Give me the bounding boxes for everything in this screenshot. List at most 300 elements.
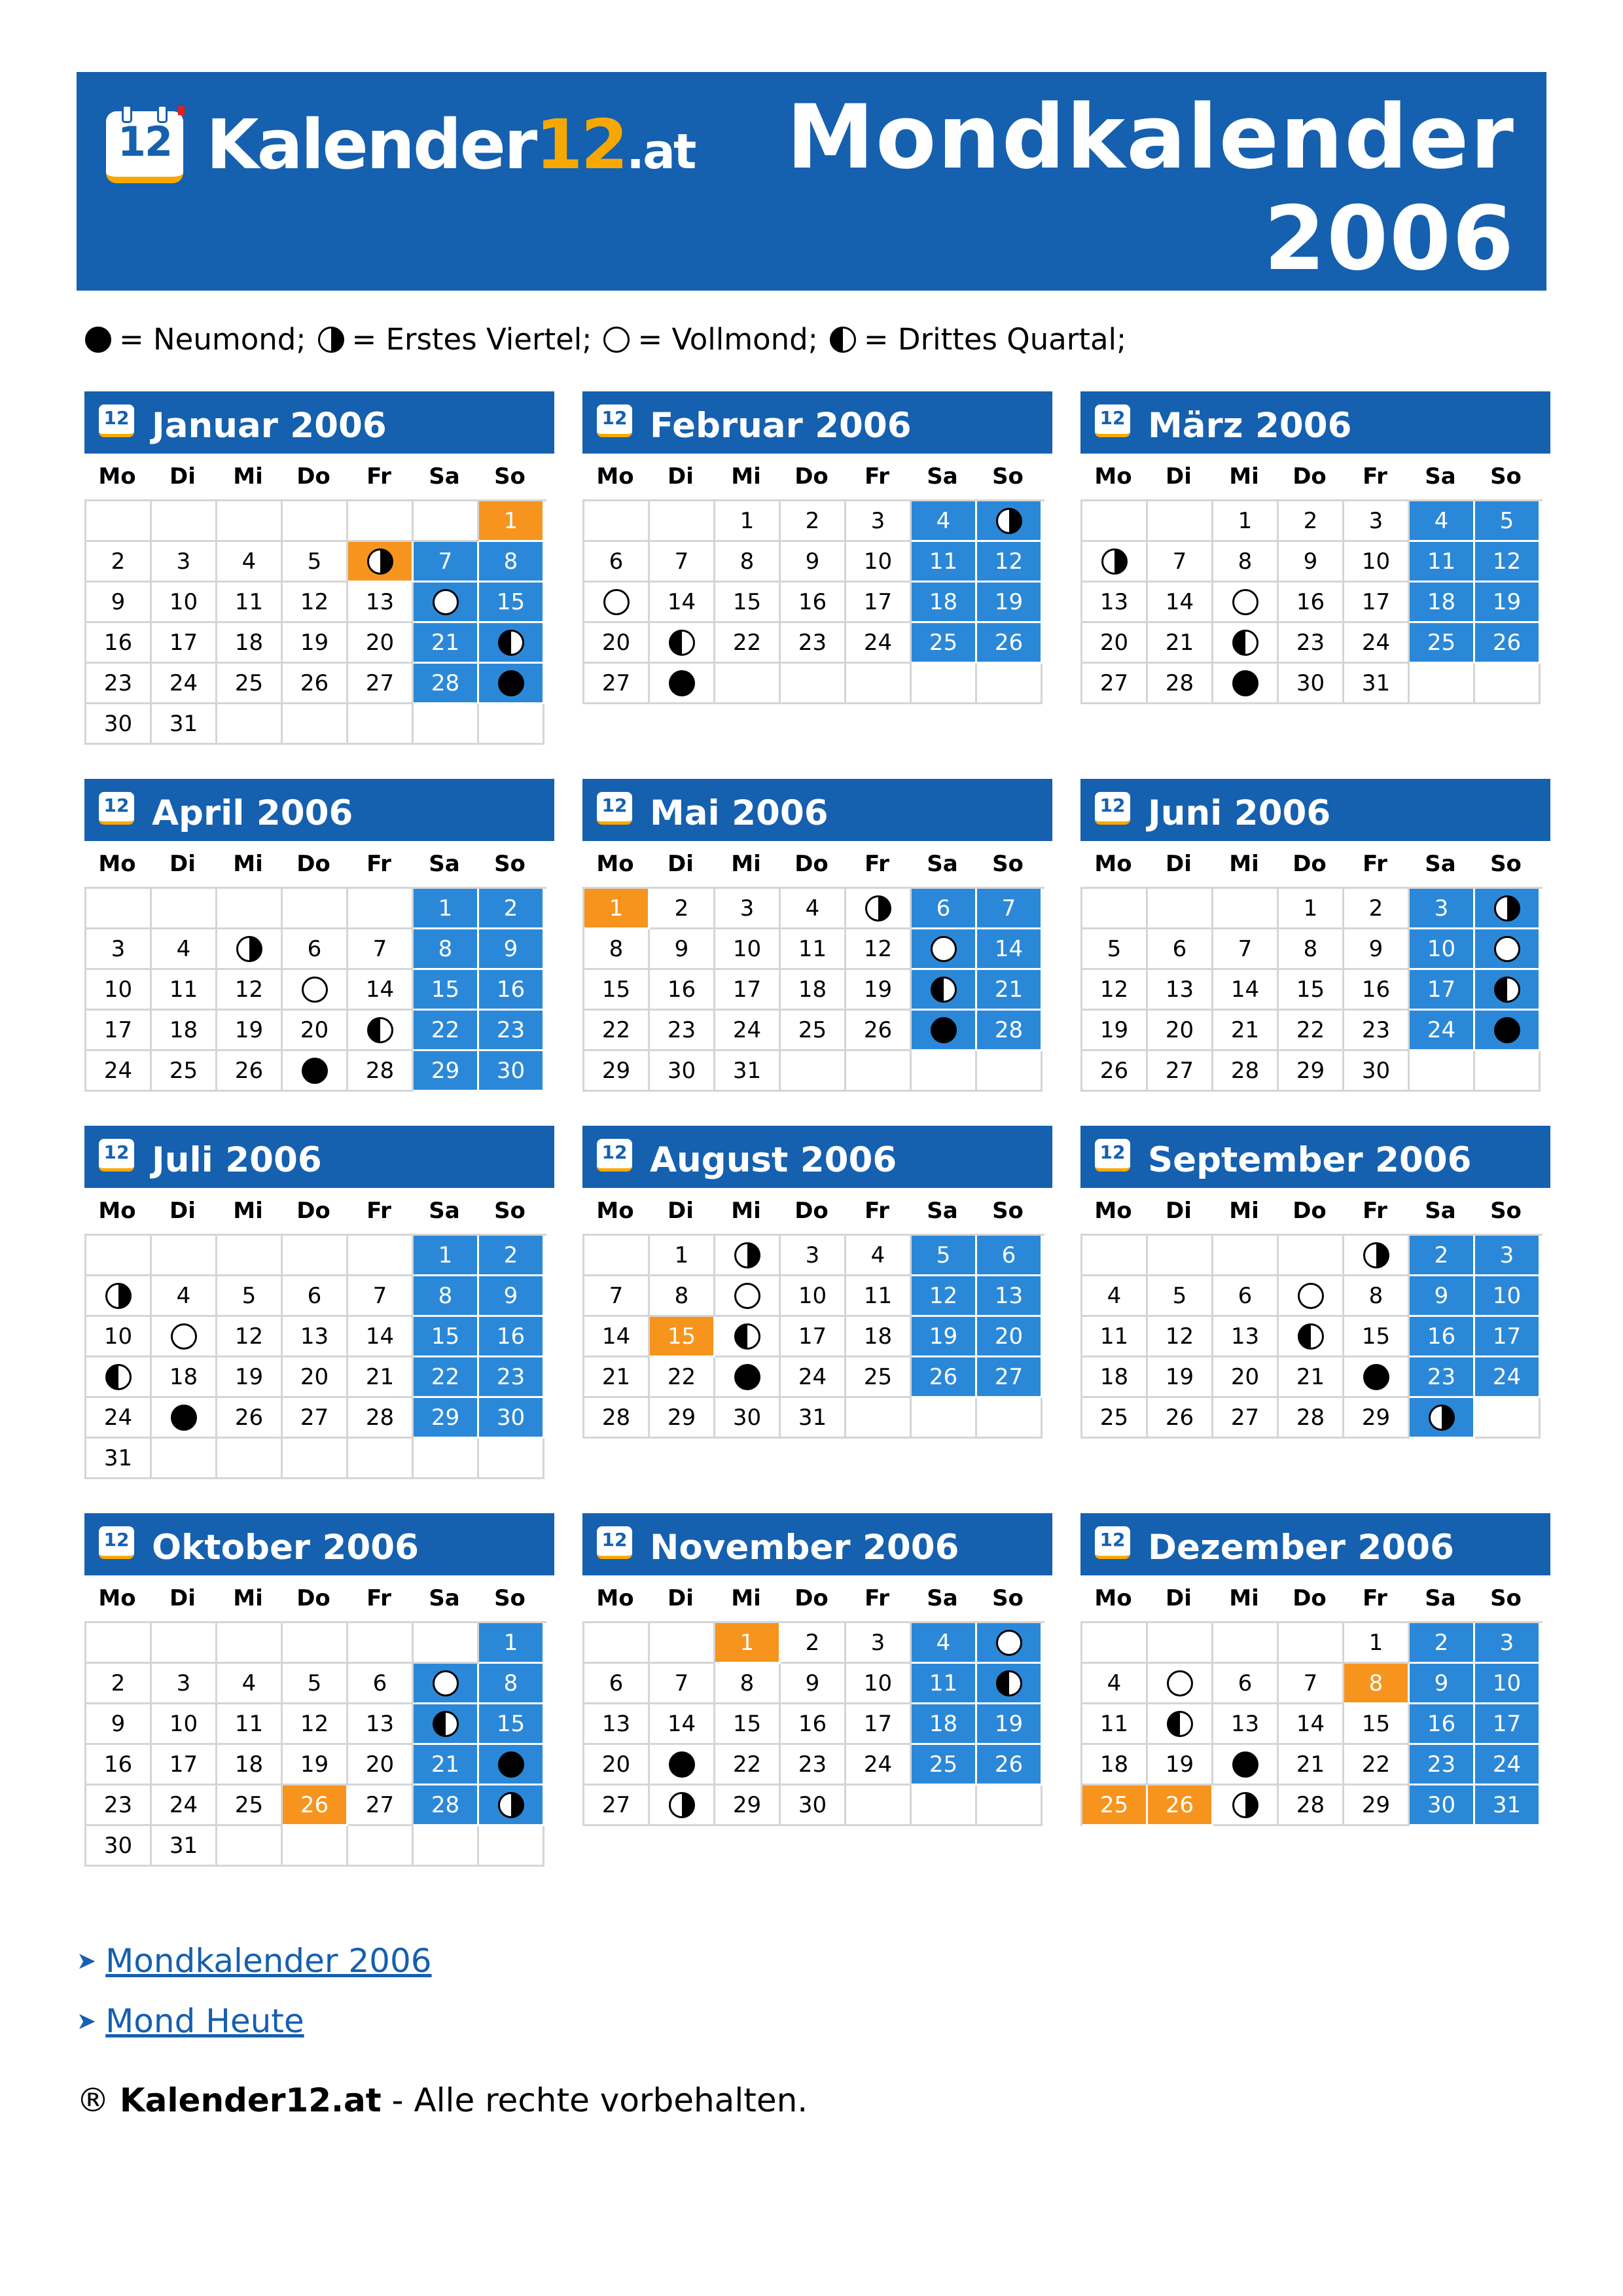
day-cell: 5 (912, 1236, 977, 1276)
day-cell: 14 (348, 1317, 414, 1357)
day-cell: 15 (479, 583, 544, 623)
weekday-label: So (1490, 851, 1522, 877)
calendar-icon: 12 (597, 1139, 632, 1172)
first-quarter-icon (734, 1242, 760, 1268)
day-cell: 9 (1410, 1664, 1475, 1704)
day-cell: 21 (414, 1745, 479, 1785)
empty-cell (1213, 1236, 1279, 1276)
logo-name-domain: .at (626, 124, 695, 180)
day-cell: 7 (977, 889, 1043, 929)
empty-cell (348, 1623, 414, 1664)
day-cell: 8 (414, 1276, 479, 1317)
logo-number: 12 (117, 118, 172, 166)
day-cell: 1 (1213, 501, 1279, 542)
weekday-label: Di (1166, 1585, 1192, 1611)
day-cell: 26 (1148, 1398, 1213, 1439)
day-cell: 31 (152, 1826, 217, 1867)
day-cell: 25 (152, 1051, 217, 1092)
day-cell: 25 (1082, 1398, 1148, 1439)
day-cell: 23 (479, 1357, 544, 1398)
third-quarter-icon (1298, 1323, 1324, 1350)
day-cell: 13 (1213, 1704, 1279, 1745)
day-cell: 23 (1410, 1357, 1475, 1398)
weekday-label: Mi (731, 851, 761, 877)
day-cell: 2 (1344, 889, 1410, 929)
weekday-label: Sa (429, 463, 460, 490)
weekday-label: Do (296, 1585, 330, 1611)
day-cell: 17 (1475, 1704, 1541, 1745)
link-item[interactable] (77, 1991, 432, 2051)
day-cell: 18 (152, 1011, 217, 1051)
calendar-icon: 12 (597, 792, 632, 825)
day-cell: 10 (781, 1276, 846, 1317)
day-cell: 28 (584, 1398, 650, 1439)
day-cell: 1 (414, 1236, 479, 1276)
new-moon-icon (1232, 670, 1258, 696)
day-cell: 28 (414, 664, 479, 704)
calendar-icon: 12 (1095, 1526, 1130, 1559)
weekday-header (582, 841, 1052, 887)
day-cell: 18 (912, 583, 977, 623)
empty-cell (348, 501, 414, 542)
day-cell: 30 (1279, 664, 1344, 704)
weekday-label: Sa (1425, 851, 1456, 877)
day-cell: 23 (1344, 1011, 1410, 1051)
full-moon-icon (1494, 936, 1520, 962)
day-cell: 21 (1213, 1011, 1279, 1051)
day-cell: 4 (152, 1276, 217, 1317)
day-cell: 29 (650, 1398, 715, 1439)
weekday-label: Do (794, 463, 829, 490)
day-cell: 9 (479, 1276, 544, 1317)
weekday-label: Do (794, 1585, 829, 1611)
day-cell: 14 (977, 929, 1043, 970)
day-cell: 7 (348, 1276, 414, 1317)
day-cell: 6 (912, 889, 977, 929)
day-grid (582, 499, 1044, 704)
weekday-label: Sa (429, 1198, 460, 1224)
calendar-icon: 12 (1095, 404, 1130, 437)
day-cell: 5 (1475, 501, 1541, 542)
weekday-header (582, 1575, 1052, 1621)
empty-cell (1148, 1623, 1213, 1664)
day-cell: 20 (584, 623, 650, 664)
day-cell: 6 (1213, 1276, 1279, 1317)
day-cell: 23 (781, 623, 846, 664)
month-title: Januar 2006 (152, 406, 387, 446)
day-cell: 27 (348, 664, 414, 704)
day-cell: 25 (1410, 623, 1475, 664)
link-item[interactable] (77, 1931, 432, 1991)
day-cell (1410, 1398, 1475, 1439)
month-header (1080, 391, 1550, 454)
weekday-header (1080, 1575, 1550, 1621)
day-cell: 16 (479, 1317, 544, 1357)
empty-cell (584, 1623, 650, 1664)
day-cell: 5 (217, 1276, 283, 1317)
day-cell (1475, 889, 1541, 929)
day-cell: 28 (414, 1785, 479, 1826)
day-cell: 26 (1082, 1051, 1148, 1092)
day-cell: 3 (1410, 889, 1475, 929)
day-cell (650, 664, 715, 704)
link-mond-heute[interactable]: Mond Heute (105, 2002, 304, 2040)
day-cell: 18 (781, 970, 846, 1011)
day-cell: 18 (846, 1317, 912, 1357)
day-cell: 14 (1213, 970, 1279, 1011)
weekday-label: So (494, 1585, 526, 1611)
month-title: Juni 2006 (1148, 793, 1331, 833)
logo-name-highlight: 12 (535, 105, 626, 185)
empty-cell (1082, 501, 1148, 542)
new-moon-icon (669, 670, 695, 696)
day-cell: 17 (846, 1704, 912, 1745)
month-header (582, 1513, 1052, 1575)
third-quarter-icon (367, 1017, 393, 1043)
day-cell (86, 1276, 152, 1317)
day-cell: 12 (217, 1317, 283, 1357)
day-cell: 19 (1148, 1745, 1213, 1785)
weekday-label: Di (1166, 463, 1192, 490)
day-cell: 24 (846, 623, 912, 664)
day-cell: 17 (1410, 970, 1475, 1011)
day-cell: 24 (1410, 1011, 1475, 1051)
day-cell: 31 (1344, 664, 1410, 704)
day-cell: 1 (584, 889, 650, 929)
day-cell: 24 (152, 1785, 217, 1826)
weekday-header (1080, 841, 1550, 887)
weekday-label: Di (1166, 851, 1192, 877)
empty-cell (86, 1623, 152, 1664)
empty-cell (152, 1623, 217, 1664)
calendar-icon: 12 (1095, 1139, 1130, 1172)
day-cell (715, 1276, 781, 1317)
day-grid (1080, 499, 1543, 704)
weekday-label: So (992, 463, 1024, 490)
month-calendar (582, 1513, 1052, 1826)
legend-label: = Vollmond; (637, 322, 818, 357)
day-cell: 18 (217, 1745, 283, 1785)
first-quarter-icon (105, 1283, 132, 1309)
day-cell (977, 1623, 1043, 1664)
month-header (84, 1513, 554, 1575)
empty-cell (283, 889, 348, 929)
empty-cell (152, 889, 217, 929)
day-cell: 15 (1344, 1704, 1410, 1745)
weekday-label: Fr (1363, 463, 1387, 490)
month-calendar (582, 1126, 1052, 1439)
day-cell: 13 (977, 1276, 1043, 1317)
day-cell (1148, 1704, 1213, 1745)
day-cell (650, 623, 715, 664)
empty-cell (1410, 1051, 1475, 1092)
empty-cell (977, 664, 1043, 704)
day-cell: 15 (1344, 1317, 1410, 1357)
day-cell: 6 (584, 1664, 650, 1704)
day-cell: 3 (152, 542, 217, 583)
day-cell: 15 (414, 1317, 479, 1357)
weekday-label: Mo (596, 1585, 634, 1611)
day-cell: 26 (1475, 623, 1541, 664)
full-moon-icon (603, 589, 630, 615)
day-cell: 15 (715, 583, 781, 623)
day-cell: 10 (1344, 542, 1410, 583)
day-cell: 8 (1279, 929, 1344, 970)
empty-cell (912, 1398, 977, 1439)
day-cell: 14 (1279, 1704, 1344, 1745)
day-cell: 23 (781, 1745, 846, 1785)
day-cell: 23 (479, 1011, 544, 1051)
day-cell: 6 (977, 1236, 1043, 1276)
day-cell (912, 970, 977, 1011)
day-cell: 1 (1279, 889, 1344, 929)
weekday-label: Sa (1425, 1585, 1456, 1611)
month-header (1080, 779, 1550, 841)
weekday-label: Do (1293, 1198, 1327, 1224)
day-cell: 13 (1148, 970, 1213, 1011)
full-moon-icon (1298, 1283, 1324, 1309)
day-cell (283, 970, 348, 1011)
day-cell: 1 (414, 889, 479, 929)
empty-cell (1082, 1623, 1148, 1664)
day-cell (1475, 970, 1541, 1011)
day-cell: 16 (86, 623, 152, 664)
day-cell: 16 (1344, 970, 1410, 1011)
day-cell: 26 (1148, 1785, 1213, 1826)
new-moon-icon (1232, 1751, 1258, 1778)
day-cell: 10 (846, 542, 912, 583)
empty-cell (414, 501, 479, 542)
day-cell: 11 (781, 929, 846, 970)
day-cell: 20 (1148, 1011, 1213, 1051)
day-cell: 9 (86, 583, 152, 623)
day-cell: 29 (414, 1051, 479, 1092)
weekday-label: Sa (927, 851, 958, 877)
day-cell: 13 (584, 1704, 650, 1745)
empty-cell (1410, 664, 1475, 704)
day-cell: 12 (1148, 1317, 1213, 1357)
weekday-label: Do (794, 1198, 829, 1224)
day-cell: 23 (1279, 623, 1344, 664)
day-cell: 2 (1279, 501, 1344, 542)
day-cell: 15 (584, 970, 650, 1011)
weekday-label: So (992, 851, 1024, 877)
day-cell: 27 (584, 664, 650, 704)
weekday-label: Do (296, 463, 330, 490)
empty-cell (86, 501, 152, 542)
day-cell: 29 (1344, 1785, 1410, 1826)
day-cell: 8 (1344, 1276, 1410, 1317)
weekday-label: Di (668, 851, 694, 877)
calendar-icon: 12 (99, 1526, 134, 1559)
day-cell: 13 (1213, 1317, 1279, 1357)
day-cell (348, 542, 414, 583)
day-cell: 9 (650, 929, 715, 970)
month-title: August 2006 (650, 1140, 897, 1180)
weekday-label: Mo (98, 851, 136, 877)
page-title (787, 86, 1515, 289)
month-title: April 2006 (152, 793, 353, 833)
day-cell: 12 (977, 542, 1043, 583)
empty-cell (1082, 889, 1148, 929)
day-cell: 9 (781, 542, 846, 583)
day-cell: 29 (584, 1051, 650, 1092)
day-cell (414, 583, 479, 623)
day-cell: 27 (283, 1398, 348, 1439)
day-cell: 7 (650, 1664, 715, 1704)
empty-cell (152, 1439, 217, 1479)
third-quarter-icon (498, 630, 524, 656)
third-quarter-icon (931, 977, 957, 1003)
day-cell: 21 (1148, 623, 1213, 664)
weekday-label: Fr (865, 463, 889, 490)
day-cell: 7 (414, 542, 479, 583)
calendar-icon: 12 (99, 792, 134, 825)
month-title: September 2006 (1148, 1140, 1472, 1180)
day-cell: 3 (86, 929, 152, 970)
day-cell (152, 1398, 217, 1439)
day-cell: 14 (584, 1317, 650, 1357)
day-cell: 8 (1213, 542, 1279, 583)
day-cell (348, 1011, 414, 1051)
link-list (77, 1931, 432, 2051)
day-cell: 17 (86, 1011, 152, 1051)
day-cell: 31 (152, 704, 217, 745)
calendar-icon: 12 (597, 1526, 632, 1559)
moon-phase-legend (85, 322, 1138, 357)
day-cell (479, 664, 544, 704)
day-cell: 15 (414, 970, 479, 1011)
day-cell: 7 (584, 1276, 650, 1317)
first-quarter-icon (1101, 548, 1128, 575)
empty-cell (1279, 1623, 1344, 1664)
month-header (1080, 1126, 1550, 1188)
full-moon-icon (433, 1670, 459, 1696)
third-quarter-icon (734, 1323, 760, 1350)
day-cell: 28 (1148, 664, 1213, 704)
third-quarter-icon (1232, 630, 1258, 656)
day-cell: 16 (650, 970, 715, 1011)
day-cell: 12 (1082, 970, 1148, 1011)
day-cell: 4 (1410, 501, 1475, 542)
day-cell: 22 (715, 1745, 781, 1785)
day-cell: 6 (1213, 1664, 1279, 1704)
day-cell (715, 1317, 781, 1357)
day-cell: 24 (846, 1745, 912, 1785)
month-calendar (84, 779, 554, 1092)
weekday-label: Mo (98, 1198, 136, 1224)
day-cell: 10 (846, 1664, 912, 1704)
third-quarter-icon (433, 1711, 459, 1737)
day-grid (1080, 1621, 1543, 1826)
first-quarter-icon (1429, 1405, 1455, 1431)
first-quarter-icon (1232, 1792, 1258, 1818)
page-title-line1: Mondkalender (786, 86, 1515, 188)
day-grid (1080, 1234, 1543, 1439)
weekday-label: Di (169, 1198, 196, 1224)
day-cell (152, 1317, 217, 1357)
day-cell: 30 (650, 1051, 715, 1092)
day-cell: 10 (1410, 929, 1475, 970)
empty-cell (86, 1236, 152, 1276)
first-quarter-icon (318, 327, 344, 353)
day-cell: 24 (715, 1011, 781, 1051)
weekday-label: Mi (1229, 851, 1259, 877)
day-cell: 23 (1410, 1745, 1475, 1785)
empty-cell (348, 889, 414, 929)
month-title: März 2006 (1148, 406, 1352, 446)
day-cell: 19 (1148, 1357, 1213, 1398)
empty-cell (283, 704, 348, 745)
day-cell: 26 (977, 623, 1043, 664)
day-cell: 17 (1475, 1317, 1541, 1357)
day-cell: 12 (283, 1704, 348, 1745)
empty-cell (846, 1398, 912, 1439)
weekday-label: Fr (1363, 1198, 1387, 1224)
empty-cell (479, 1439, 544, 1479)
day-cell (1475, 929, 1541, 970)
month-header (84, 1126, 554, 1188)
empty-cell (479, 1826, 544, 1867)
day-cell: 2 (86, 542, 152, 583)
weekday-label: Mo (596, 851, 634, 877)
day-cell: 23 (86, 664, 152, 704)
day-cell: 8 (1344, 1664, 1410, 1704)
day-cell (1475, 1011, 1541, 1051)
weekday-label: Di (668, 1585, 694, 1611)
day-cell: 4 (1082, 1276, 1148, 1317)
empty-cell (152, 501, 217, 542)
empty-cell (283, 1439, 348, 1479)
day-cell (977, 501, 1043, 542)
day-cell: 16 (1279, 583, 1344, 623)
day-cell: 18 (1082, 1745, 1148, 1785)
link-mondkalender[interactable]: Mondkalender 2006 (105, 1942, 432, 1980)
day-cell (1279, 1317, 1344, 1357)
weekday-label: Mi (233, 1198, 263, 1224)
day-cell: 17 (715, 970, 781, 1011)
first-quarter-icon (669, 1792, 695, 1818)
day-cell: 12 (846, 929, 912, 970)
empty-cell (414, 1826, 479, 1867)
day-cell (479, 623, 544, 664)
day-cell: 22 (414, 1357, 479, 1398)
day-cell: 18 (1082, 1357, 1148, 1398)
footer (77, 2081, 808, 2119)
legend-label: = Erstes Viertel; (351, 322, 592, 357)
logo-wordmark[interactable] (206, 105, 694, 185)
empty-cell (217, 1439, 283, 1479)
weekday-label: Mi (1229, 1198, 1259, 1224)
day-cell: 30 (479, 1398, 544, 1439)
day-cell: 2 (781, 501, 846, 542)
day-cell: 19 (1082, 1011, 1148, 1051)
weekday-label: So (992, 1198, 1024, 1224)
weekday-header (84, 841, 554, 887)
day-cell: 8 (715, 1664, 781, 1704)
weekday-label: Mi (233, 463, 263, 490)
calendar-icon: 12 (99, 404, 134, 437)
day-cell: 24 (1475, 1745, 1541, 1785)
weekday-label: So (992, 1585, 1024, 1611)
weekday-label: Fr (366, 1198, 391, 1224)
first-quarter-icon (1363, 1242, 1389, 1268)
day-cell: 22 (650, 1357, 715, 1398)
new-moon-icon (85, 327, 111, 353)
day-cell (1082, 542, 1148, 583)
empty-cell (584, 501, 650, 542)
day-cell (1148, 1664, 1213, 1704)
